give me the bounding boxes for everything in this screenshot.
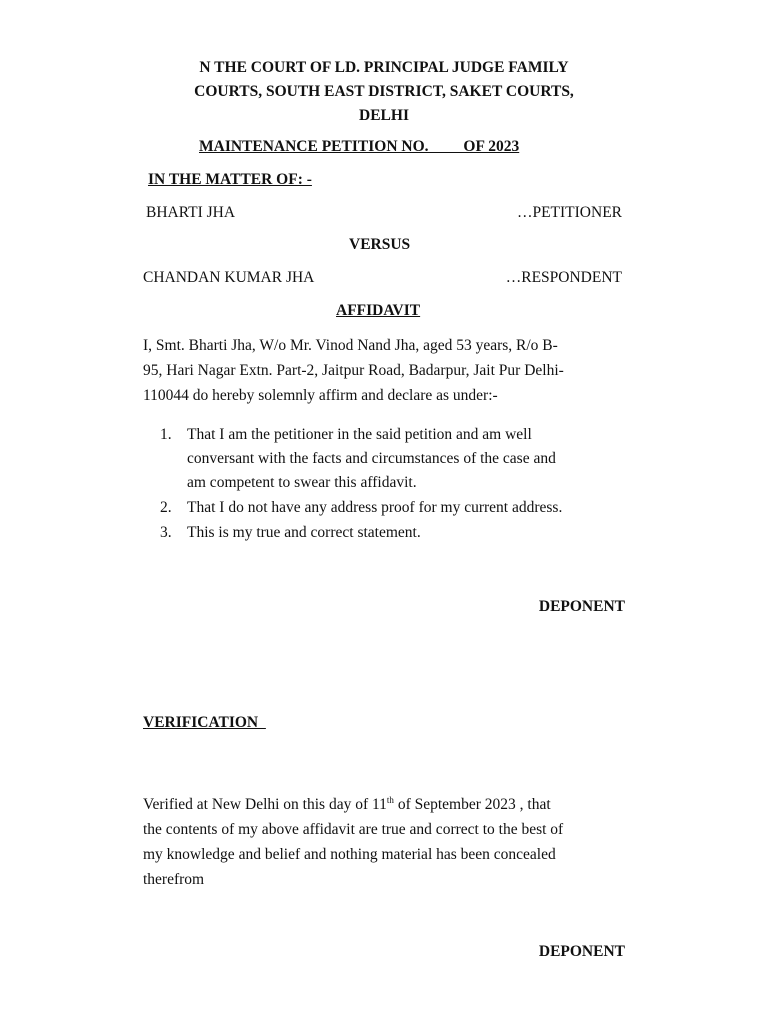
verification-line: therefrom [143,871,205,888]
verification-date-text: Verified at New Delhi on this day of 11 [143,796,387,813]
matter-label: IN THE MATTER OF: - [148,171,312,188]
court-heading-line: COURTS, SOUTH EAST DISTRICT, SAKET COURTS, [194,83,574,100]
verification-date-rest: of September 2023 , that [393,796,551,813]
list-item-line: This is my true and correct statement. [187,524,421,541]
intro-paragraph [143,333,627,408]
list-item [160,496,630,520]
petitioner-name: BHARTI JHA [146,204,236,221]
list-item-line: That I do not have any address proof for my current address. [187,499,563,516]
verification-line: my knowledge and belief and nothing material has been concealed [143,846,556,863]
court-heading-line: DELHI [359,107,409,124]
list-item-text [187,521,421,545]
petitioner-row [146,204,622,222]
list-item [160,521,630,545]
deponent-label: DEPONENT [538,598,625,615]
verification-line: the contents of my above affidavit are true and correct to the best of [143,821,564,838]
ordinal-suffix: th [386,794,394,805]
versus-label: VERSUS [349,236,411,253]
list-item-text [187,496,562,520]
list-item-text [187,423,556,495]
list-item-number: 1. [160,426,172,443]
respondent-row [143,269,622,287]
list-item [160,423,630,495]
list-item-number: 2. [160,499,172,516]
respondent-name: CHANDAN KUMAR JHA [143,269,315,286]
verification-paragraph [143,792,633,892]
verification-title: VERIFICATION [143,714,266,731]
affidavit-points-list [160,423,630,546]
respondent-role: …RESPONDENT [505,269,622,286]
intro-line: I, Smt. Bharti Jha, W/o Mr. Vinod Nand Jha, aged 53 years, R/o B- [143,337,558,354]
intro-line: 110044 do hereby solemnly affirm and declare as under:- [143,387,498,404]
list-item-line: That I am the petitioner in the said petition and am well [187,426,532,443]
list-item-line: am competent to swear this affidavit. [187,474,417,491]
list-item-line: conversant with the facts and circumstances of the case and [187,450,556,467]
affidavit-title: AFFIDAVIT [336,302,421,319]
petition-number: MAINTENANCE PETITION NO. OF 2023 [199,138,520,155]
intro-line: 95, Hari Nagar Extn. Part-2, Jaitpur Road, Badarpur, Jait Pur Delhi- [143,362,564,379]
list-item-number: 3. [160,524,172,541]
deponent-label: DEPONENT [538,943,625,960]
petitioner-role: …PETITIONER [516,204,622,221]
verification-line [143,792,633,817]
court-heading-line: N THE COURT OF LD. PRINCIPAL JUDGE FAMILY [199,59,569,76]
court-heading [150,56,618,128]
